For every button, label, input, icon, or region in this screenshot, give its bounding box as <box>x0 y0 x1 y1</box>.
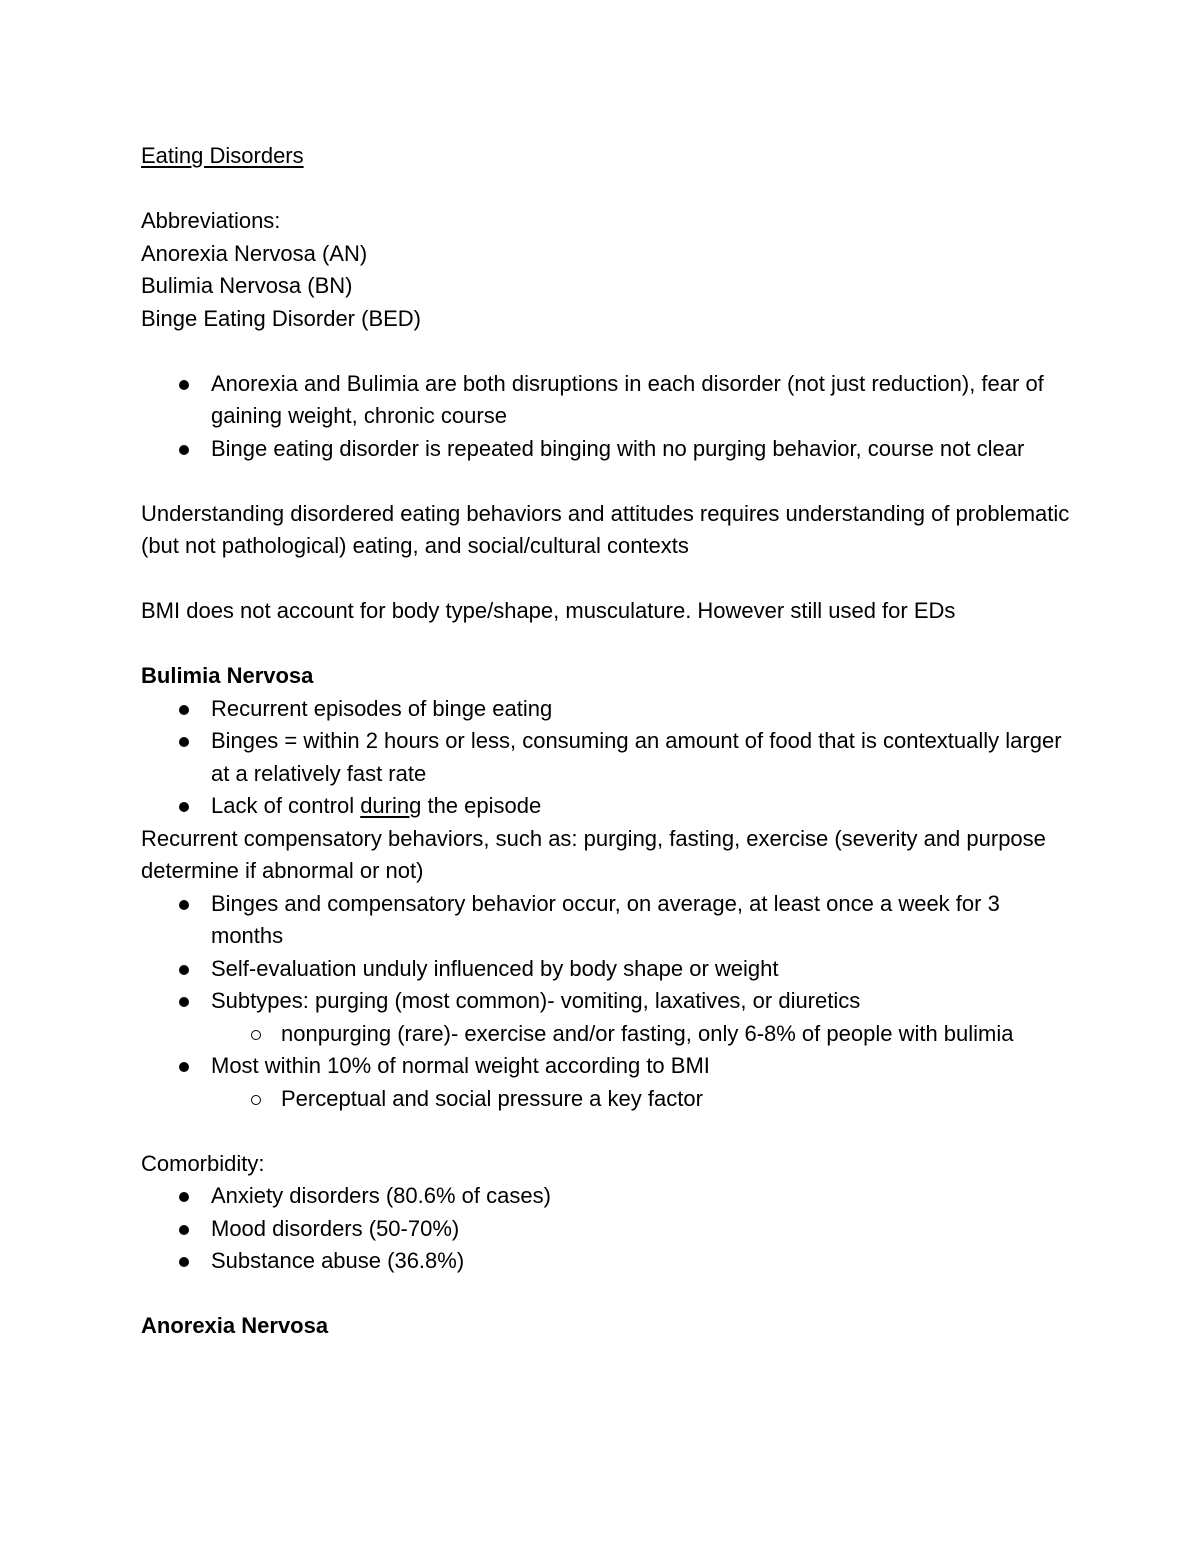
bullet-icon <box>179 1257 189 1267</box>
bullet-icon <box>179 965 189 975</box>
sub-list-item <box>281 1018 1071 1051</box>
list-item <box>141 790 1071 823</box>
list-item <box>141 1245 1071 1278</box>
abbreviation-bn: Bulimia Nervosa (BN) <box>141 273 353 298</box>
hollow-bullet-icon <box>251 1095 261 1105</box>
list-item-text: Self-evaluation unduly influenced by body shape or weight <box>211 955 779 981</box>
list-item <box>141 725 1071 790</box>
subtype-sublist <box>281 1018 1071 1051</box>
paragraph-understanding: Understanding disordered eating behaviors and attitudes requires understanding of problematic (but not pathological) eating, and social/cultural contexts <box>141 500 1070 558</box>
section-heading-anorexia: Anorexia Nervosa <box>141 1313 329 1338</box>
bullet-icon <box>179 1192 189 1202</box>
bullet-icon <box>179 997 189 1007</box>
list-item-text: Anxiety disorders (80.6% of cases) <box>211 1183 551 1208</box>
document-body <box>141 140 1071 1343</box>
comorbidity-heading: Comorbidity: <box>141 1150 265 1176</box>
bullet-icon <box>179 737 189 747</box>
list-item <box>141 953 1071 986</box>
paragraph-compensatory: Recurrent compensatory behaviors, such as: purging, fasting, exercise (severity and purpose determine if abnormal or not) <box>141 825 1046 883</box>
bullet-icon <box>179 380 189 390</box>
list-item-text: Lack of control during the episode <box>211 793 542 818</box>
list-item <box>141 985 1071 1050</box>
list-item <box>141 1050 1071 1115</box>
abbreviation-an: Anorexia Nervosa (AN) <box>141 240 368 266</box>
comorbidity-list <box>141 1180 1071 1278</box>
bulimia-features-list <box>141 888 1071 1116</box>
hollow-bullet-icon <box>251 1030 261 1040</box>
bullet-icon <box>179 445 189 455</box>
bullet-icon <box>179 1062 189 1072</box>
list-item-text: Binges and compensatory behavior occur, on average, at least once a week for 3 months <box>211 890 1000 948</box>
section-heading-bulimia: Bulimia Nervosa <box>141 663 314 688</box>
list-item-text: Anorexia and Bulimia are both disruptions in each disorder (not just reduction), fear of gaining weight, chronic course <box>211 370 1044 428</box>
list-item <box>141 368 1071 433</box>
list-item <box>141 1213 1071 1246</box>
bullet-icon <box>179 802 189 812</box>
bullet-icon <box>179 1225 189 1235</box>
intro-bullet-list <box>141 368 1071 466</box>
list-item-text: Binges = within 2 hours or less, consuming an amount of food that is contextually larger at a relatively fast rate <box>211 728 1062 786</box>
list-item-text: Substance abuse (36.8%) <box>211 1248 465 1273</box>
weight-sublist <box>281 1083 1071 1116</box>
list-item-text: Binge eating disorder is repeated binging with no purging behavior, course not clear <box>211 435 1025 461</box>
bullet-icon <box>179 705 189 715</box>
bullet-icon <box>179 900 189 910</box>
list-item <box>141 693 1071 726</box>
list-item-text: Mood disorders (50-70%) <box>211 1215 460 1241</box>
abbreviation-bed: Binge Eating Disorder (BED) <box>141 305 422 331</box>
list-item-text: Recurrent episodes of binge eating <box>211 695 553 721</box>
list-item-text: Most within 10% of normal weight according to BMI <box>211 1053 710 1078</box>
sub-list-item-text: Perceptual and social pressure a key factor <box>281 1085 703 1111</box>
paragraph-bmi: BMI does not account for body type/shape, musculature. However still used for EDs <box>141 598 956 623</box>
sub-list-item-text: nonpurging (rare)- exercise and/or fasting, only 6-8% of people with bulimia <box>281 1020 1014 1046</box>
list-item <box>141 1180 1071 1213</box>
list-item <box>141 888 1071 953</box>
underlined-word: during <box>360 793 422 818</box>
bulimia-criteria-list <box>141 693 1071 823</box>
abbreviations-heading: Abbreviations: <box>141 208 281 233</box>
list-item <box>141 433 1071 466</box>
list-item-text: Subtypes: purging (most common)- vomiting, laxatives, or diuretics <box>211 988 861 1013</box>
sub-list-item <box>281 1083 1071 1116</box>
document-title: Eating Disorders <box>141 143 304 168</box>
